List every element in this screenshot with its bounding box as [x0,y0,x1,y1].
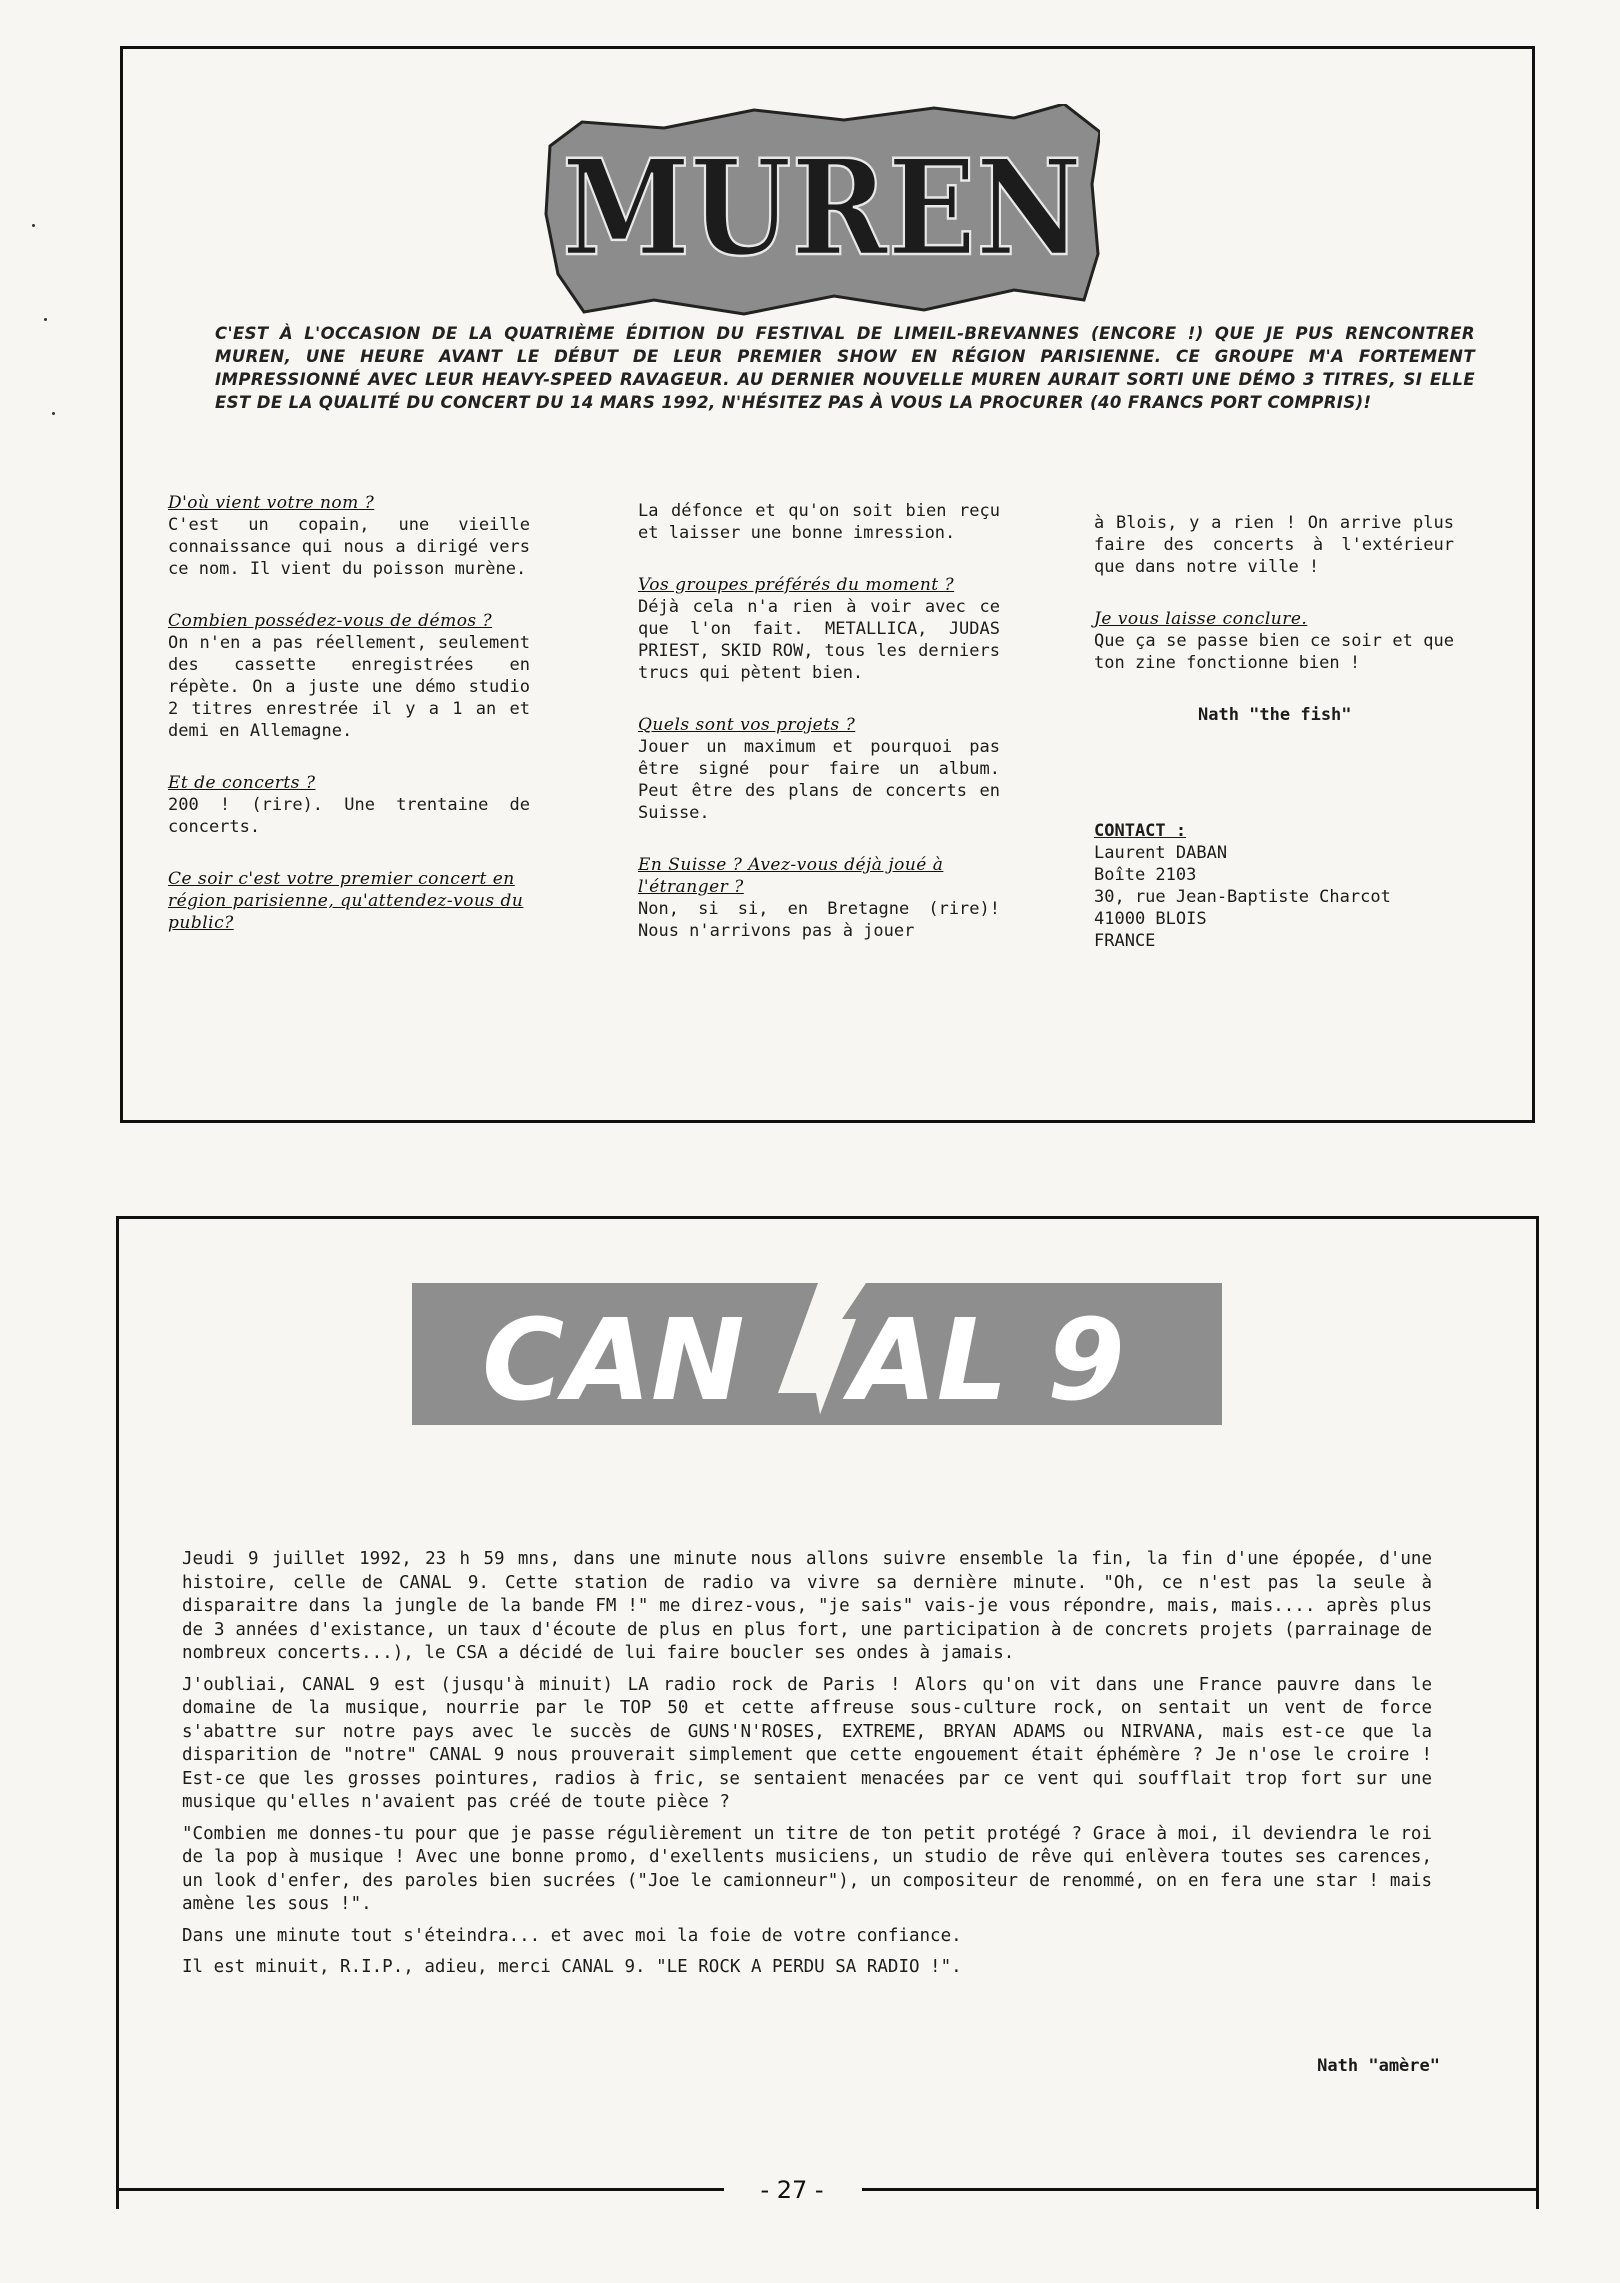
qa-block [168,492,530,580]
article-paragraph: J'oubliai, CANAL 9 est (jusqu'à minuit) LA radio rock de Paris ! Alors qu'on vit dans une France pauvre dans le domaine de la musique, nourrie par le TOP 50 et cette affreuse sous-culture rock, on sentait un vent de force s'abattre sur notre pays avec le succès de GUNS'N'ROSES, EXTREME, BRYAN ADAMS ou NIRVANA, mais est-ce que la disparition de "notre" CANAL 9 nous prouverait simplement que cette engouement était éphémère ? Je n'ose le croire ! Est-ce que les grosses pointures, radios à fric, se sentaient menacées par ce vent qui soufflait trop fort sur une musique qu'elles n'avaient pas créé de toute pièce ? [182,1674,1432,1812]
article-paragraph: "Combien me donnes-tu pour que je passe régulièrement un titre de ton petit protégé ? Grace à moi, il deviendra le roi de la pop à musique ! Avec une bonne promo, d'exellents musiciens, un studio de rêve qui enlèvera toutes ses carences, un look d'enfer, des paroles bien sucrées ("Joe le camionneur"), un compositeur de renommé, on en fera une star ! mais amène les sous !". [182,1823,1432,1914]
contact-block [1094,820,1454,952]
qa-block [1094,512,1454,578]
interview-answer: à Blois, y a rien ! On arrive plus faire des concerts à l'extérieur que dans notre ville ! [1094,513,1454,577]
interview-column-2 [638,500,1000,972]
muren-logo-text: MUREN [562,131,1082,286]
article-paragraph: Dans une minute tout s'éteindra... et avec moi la foie de votre confiance. [182,1925,962,1946]
muren-signature: Nath "the fish" [1198,705,1352,725]
qa-block [168,772,530,838]
qa-block [638,854,1000,942]
scan-speck [44,318,47,321]
interview-answer: La défonce et qu'on soit bien reçu et laisser une bonne imression. [638,501,1000,543]
interview-question: Je vous laisse conclure. [1094,609,1308,629]
qa-block [638,714,1000,824]
article-paragraph: Jeudi 9 juillet 1992, 23 h 59 mns, dans une minute nous allons suivre ensemble la fin, la fin d'une épopée, d'une histoire, celle de CANAL 9. Cette station de radio va vivre sa dernière minute. "Oh, ce n'est pas la seule à disparaitre dans la jungle de la bande FM !" me direz-vous, "je sais" vais-je vous répondre, mais, mais.... après plus de 3 années d'existance, un taux d'écoute de plus en plus fort, une participation à de concrets projets (parrainage de nombreux concerts...), le CSA a décidé de lui faire boucler ses ondes à jamais. [182,1549,1432,1663]
interview-question: En Suisse ? Avez-vous déjà joué à l'étranger ? [638,855,944,897]
frame-bottom-right [862,2188,1539,2191]
frame-bottom-left [116,2188,724,2191]
interview-answer: Déjà cela n'a rien à voir avec ce que l'on fait. METALLICA, JUDAS PRIEST, SKID ROW, tous les derniers trucs qui pètent bien. [638,597,1000,683]
article-paragraph: Il est minuit, R.I.P., adieu, merci CANAL 9. "LE ROCK A PERDU SA RADIO !". [182,1957,962,1977]
canal9-logo [412,1283,1222,1425]
contact-line: Laurent DABAN [1094,843,1228,863]
qa-block [638,574,1000,684]
muren-intro: C'EST À L'OCCASION DE LA QUATRIÈME ÉDITION DU FESTIVAL DE LIMEIL-BREVANNES (ENCORE !) QUE JE PUS RENCONTRER MUREN, UNE HEURE AVANT LE DÉBUT DE LEUR PREMIER SHOW EN RÉGION PARISIENNE. CE GROUPE M'A FORTEMENT IMPRESSIONNÉ AVEC LEUR HEAVY-SPEED RAVAGEUR. AU DERNIER NOUVELLE MUREN AURAIT SORTI UNE DÉMO 3 TITRES, SI ELLE EST DE LA QUALITÉ DU CONCERT DU 14 MARS 1992, N'HÉSITEZ PAS À VOUS LA PROCURER (40 FRANCS PORT COMPRIS)! [215,324,1475,412]
contact-line: Boîte 2103 [1094,865,1197,885]
interview-answer: Non, si si, en Bretagne (rire)! Nous n'arrivons pas à jouer [638,899,1000,941]
canal9-logo-left: CAN [482,1296,745,1425]
muren-logo [544,104,1100,318]
canal9-signature: Nath "amère" [1317,2056,1440,2076]
contact-title: CONTACT : [1094,821,1187,841]
interview-answer: Jouer un maximum et pourquoi pas être signé pour faire un album. Peut être des plans de concerts en Suisse. [638,737,1000,823]
canal9-logo-right: AL 9 [850,1296,1125,1425]
interview-answer: On n'en a pas réellement, seulement des cassette enregistrées en répète. On a juste une démo studio 2 titres enrestrée il y a 1 an et demi en Allemagne. [168,633,530,741]
interview-question: Quels sont vos projets ? [638,715,856,735]
contact-line: FRANCE [1094,931,1156,951]
interview-answer: C'est un copain, une vieille connaissance qui nous a dirigé vers ce nom. Il vient du poisson murène. [168,515,530,579]
scan-speck [32,224,35,227]
interview-question: Vos groupes préférés du moment ? [638,575,955,595]
qa-block [1094,608,1454,674]
canal9-article [182,1548,1432,1988]
scan-speck [52,412,55,415]
interview-question: Combien possédez-vous de démos ? [168,611,493,631]
page-number: - 27 - [760,2176,824,2204]
contact-line: 41000 BLOIS [1094,909,1207,929]
contact-line: 30, rue Jean-Baptiste Charcot [1094,887,1391,907]
interview-column-3 [1094,512,1454,952]
qa-block [168,868,530,934]
interview-column-1 [168,492,530,964]
interview-answer: 200 ! (rire). Une trentaine de concerts. [168,795,530,837]
interview-answer: Que ça se passe bien ce soir et que ton zine fonctionne bien ! [1094,631,1454,673]
qa-block [168,610,530,742]
qa-block [638,500,1000,544]
interview-question: D'où vient votre nom ? [168,493,375,513]
interview-question: Ce soir c'est votre premier concert en région parisienne, qu'attendez-vous du public? [168,869,524,933]
interview-question: Et de concerts ? [168,773,316,793]
